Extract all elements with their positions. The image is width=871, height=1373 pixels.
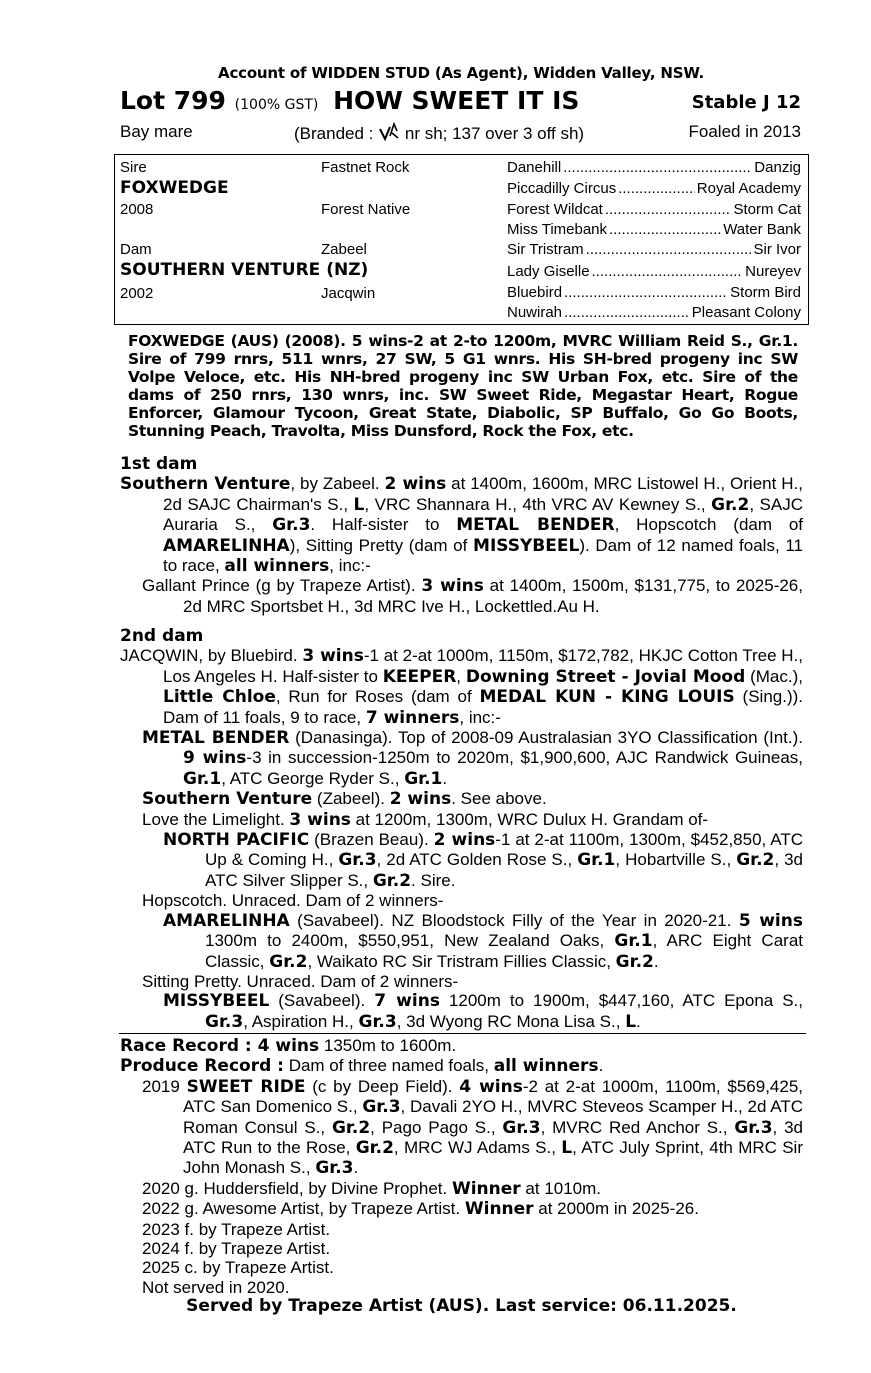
bold-text: Winner <box>464 1199 534 1220</box>
second-dam-progeny: Hopscotch. Unraced. Dam of 2 winners- <box>142 891 444 911</box>
sire-summary: FOXWEDGE (AUS) (2008). 5 wins-2 at 2-to 1200m, MVRC William Reid S., Gr.1. Sire of 799 rnrs, 511 wnrs, 27 SW, 5 G1 wnrs. His SH-bred progeny inc SW Volpe Veloce, etc. His NH-bred progeny inc SW Urban Fox, etc. Sire of the dams of 250 rnrs, 130 wnrs, inc. SW Sweet Ride, Megastar Heart, Rogue Enforcer, Glamour Tycoon, Great State, Diabolic, SP Buffalo, Go Go Boots, Stunning Peach, Travolta, Miss Dunsford, Rock the Fox, etc. <box>128 332 798 440</box>
sire-name: FOXWEDGE <box>120 178 229 198</box>
bold-text: Gr.3 <box>272 515 311 536</box>
lot-heading <box>120 86 801 118</box>
bold-text: Winner <box>451 1178 521 1199</box>
sire-dam: Forest Native <box>321 201 411 218</box>
second-dam-section <box>120 627 803 1032</box>
second-dam-progeny: METAL BENDER (Danasinga). Top of 2008-09 Australasian 3YO Classification (Int.). 9 wins-3 in succession-1250m to 2020m, $1,900,600, AJC Randwick Guineas, Gr.1, ATC George Ryder S., Gr.1. <box>142 728 803 789</box>
first-dam-progeny: Gallant Prince (g by Trapeze Artist). 3 wins at 1400m, 1500m, $131,775, to 2025-26, 2d MRC Sportsbet H., 3d MRC Ive H., Lockettled.Au H. <box>142 576 803 616</box>
bold-text: 7 wins <box>374 991 440 1012</box>
bold-text: Gr.3 <box>205 1011 244 1032</box>
bold-text: 3 wins <box>289 809 351 830</box>
produce-entry: 2020 g. Huddersfield, by Divine Prophet. Winner at 1010m. <box>142 1178 601 1199</box>
first-dam-section <box>120 455 803 616</box>
bold-text: Gr.2 <box>615 951 654 972</box>
bold-text: Gr.3 <box>362 1097 401 1118</box>
sire-sire: Fastnet Rock <box>321 159 410 176</box>
bold-text: Gr.1 <box>404 768 443 789</box>
bold-text: all winners <box>224 556 330 577</box>
sire-label: Sire <box>120 159 147 176</box>
dam-label: Dam <box>120 241 152 258</box>
ancestor-row: Danehill ..... Danzig <box>507 159 801 177</box>
bold-text: 7 winners <box>365 707 460 728</box>
bold-text: Southern Venture <box>120 474 291 495</box>
second-dam-progeny: Sitting Pretty. Unraced. Dam of 2 winners- <box>142 971 459 991</box>
grand-progeny: MISSYBEEL (Savabeel). 7 wins 1200m to 1900m, $447,160, ATC Epona S., Gr.3, Aspiration H., Gr.3, 3d Wyong RC Mona Lisa S., L. <box>163 991 803 1032</box>
bold-text: MISSYBEEL <box>473 535 580 556</box>
produce-entry: 2024 f. by Trapeze Artist. <box>142 1239 331 1259</box>
bold-text: Gr.1 <box>614 931 653 952</box>
bold-text: Gr.3 <box>358 1011 397 1032</box>
ancestor-row: Piccadilly Circus ..... Royal Academy <box>507 180 801 198</box>
bold-text: Gr.2 <box>355 1138 394 1159</box>
produce-entry: 2025 c. by Trapeze Artist. <box>142 1258 334 1278</box>
dam-year: 2002 <box>120 285 154 302</box>
second-dam-heading: 2nd dam <box>120 626 204 646</box>
bold-text: 9 wins <box>183 748 247 769</box>
bold-text: 3 wins <box>302 646 364 667</box>
gst-note: (100% GST) <box>234 97 319 113</box>
ancestor-row: Lady Giselle ..... Nureyev <box>507 263 801 281</box>
bold-text: 2 wins <box>389 789 452 810</box>
bold-text: L <box>625 1011 637 1032</box>
lot-number: Lot 799 <box>120 86 226 115</box>
bold-text: L <box>353 494 365 515</box>
produce-entry: 2023 f. by Trapeze Artist. <box>142 1219 331 1239</box>
ancestor-row: Bluebird ..... Storm Bird <box>507 284 801 302</box>
ancestor-row: Forest Wildcat ..... Storm Cat <box>507 201 801 219</box>
second-dam-progeny: Love the Limelight. 3 wins at 1200m, 1300m, WRC Dulux H. Grandam of- <box>142 809 709 830</box>
horse-name: HOW SWEET IT IS <box>333 86 580 115</box>
grand-progeny: NORTH PACIFIC (Brazen Beau). 2 wins-1 at 2-at 1100m, 1300m, $452,850, ATC Up & Coming H., Gr.3, 2d ATC Golden Rose S., Gr.1, Hobartville S., Gr.2, 3d ATC Silver Slipper S., Gr.2. Sire. <box>163 830 804 891</box>
records-section <box>120 1036 803 1317</box>
race-record: Race Record : 4 wins 1350m to 1600m. <box>120 1036 457 1056</box>
bold-text: Produce Record : <box>120 1056 284 1077</box>
produce-entry: 2022 g. Awesome Artist, by Trapeze Artist. Winner at 2000m in 2025-26. <box>142 1199 699 1220</box>
bold-text: Little Chloe <box>163 687 276 708</box>
bold-text: MEDAL KUN - KING LOUIS <box>479 687 735 708</box>
dam-sire: Zabeel <box>321 241 367 258</box>
bold-text: L <box>561 1138 573 1159</box>
bold-text: METAL BENDER <box>142 728 290 749</box>
bold-text: Gr.2 <box>711 494 750 515</box>
first-dam-text: Southern Venture, by Zabeel. 2 wins at 1400m, 1600m, MRC Listowel H., Orient H., 2d SAJC Chairman's S., L, VRC Shannara H., 4th VRC AV Kewney S., Gr.2, SAJC Auraria S., Gr.3. Half-sister to METAL BENDER, Hopscotch (dam of AMARELINHA), Sitting Pretty (dam of MISSYBEEL). Dam of 12 named foals, 11 to race, all winners, inc:- <box>120 474 804 577</box>
bold-text: 5 wins <box>738 910 803 931</box>
bold-text: 2 wins <box>433 830 496 851</box>
stable-location: Stable J 12 <box>691 92 801 113</box>
grand-progeny: AMARELINHA (Savabeel). NZ Bloodstock Filly of the Year in 2020-21. 5 wins 1300m to 2400m, $550,951, New Zealand Oaks, Gr.1, ARC Eight Carat Classic, Gr.2, Waikato RC Sir Tristram Fillies Classic, Gr.2. <box>163 910 803 972</box>
bold-text: Gr.3 <box>734 1117 773 1138</box>
foaled-year: Foaled in 2013 <box>688 122 801 141</box>
bold-text: AMARELINHA <box>163 535 290 556</box>
ancestor-row: Nuwirah ..... Pleasant Colony <box>507 304 801 322</box>
brand-mark-icon <box>378 122 400 142</box>
pedigree-table <box>114 154 809 325</box>
horse-details <box>120 122 801 144</box>
bold-text: Gr.2 <box>269 951 308 972</box>
vendor-account: Account of WIDDEN STUD (As Agent), Widden Valley, NSW. <box>218 64 704 82</box>
service-note: Served by Trapeze Artist (AUS). Last service: 06.11.2025. <box>186 1296 737 1317</box>
section-divider <box>119 1033 806 1034</box>
bold-text: 3 wins <box>421 576 484 597</box>
ancestor-row: Miss Timebank ..... Water Bank <box>507 221 801 239</box>
bold-text: 4 wins <box>459 1076 523 1097</box>
sire-year: 2008 <box>120 201 154 218</box>
produce-entry: Not served in 2020. <box>142 1277 290 1297</box>
horse-sex: Bay mare <box>120 122 193 141</box>
produce-entry: 2019 SWEET RIDE (c by Deep Field). 4 wins-2 at 2-at 1000m, 1100m, $569,425, ATC San Domenico S., Gr.3, Davali 2YO H., MVRC Steveos Scamper H., 2d ATC Roman Consul S., Gr.2, Pago Pago S., Gr.3, MVRC Red Anchor S., Gr.3, 3d ATC Run to the Rose, Gr.2, MRC WJ Adams S., L, ATC July Sprint, 4th MRC Sir John Monash S., Gr.3. <box>142 1076 803 1179</box>
bold-text: METAL BENDER <box>456 515 615 536</box>
brand-description: (Branded : nr sh; 137 over 3 off sh) <box>294 124 585 143</box>
bold-text: Gr.3 <box>338 850 377 871</box>
bold-text: Gr.3 <box>502 1117 541 1138</box>
dam-name: SOUTHERN VENTURE (NZ) <box>120 260 369 280</box>
bold-text: AMARELINHA <box>163 910 290 931</box>
bold-text: Gr.2 <box>372 870 412 891</box>
second-dam-progeny: Southern Venture (Zabeel). 2 wins. See above. <box>142 789 547 810</box>
bold-text: all winners <box>493 1056 599 1077</box>
bold-text: NORTH PACIFIC <box>163 830 310 851</box>
bold-text: Gr.2 <box>736 850 775 871</box>
first-dam-heading: 1st dam <box>120 454 198 474</box>
bold-text: Race Record : 4 wins <box>120 1036 320 1056</box>
produce-record: Produce Record : Dam of three named foals, all winners. <box>120 1056 604 1077</box>
bold-text: 2 wins <box>384 474 447 495</box>
dam-dam: Jacqwin <box>321 285 376 302</box>
bold-text: Southern Venture <box>142 789 313 810</box>
bold-text: Downing Street - Jovial Mood <box>465 666 746 687</box>
second-dam-text: JACQWIN, by Bluebird. 3 wins-1 at 2-at 1000m, 1150m, $172,782, HKJC Cotton Tree H., Los Angeles H. Half-sister to KEEPER, Downing Street - Jovial Mood (Mac.), Little Chloe, Run for Roses (dam of MEDAL KUN - KING LOUIS (Sing.)). Dam of 11 foals, 9 to race, 7 winners, inc:- <box>120 646 803 728</box>
bold-text: SWEET RIDE <box>186 1076 306 1097</box>
bold-text: Gr.2 <box>331 1117 371 1138</box>
bold-text: Gr.3 <box>315 1158 354 1179</box>
bold-text: Gr.1 <box>183 768 222 789</box>
bold-text: KEEPER <box>382 666 457 687</box>
bold-text: Gr.1 <box>577 850 616 871</box>
bold-text: MISSYBEEL <box>163 991 270 1012</box>
ancestor-row: Sir Tristram ..... Sir Ivor <box>507 241 801 259</box>
